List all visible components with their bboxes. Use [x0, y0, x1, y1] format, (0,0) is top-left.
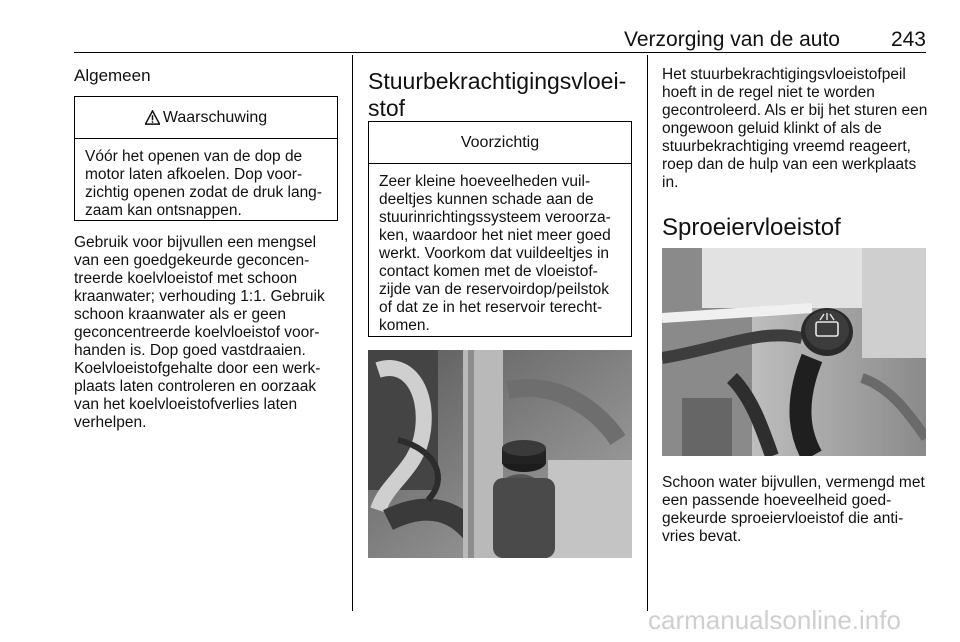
- power-steering-fluid-text: Het stuurbekrachtigingsvloeistofpeil hoeft in de regel niet te worden gecontroleerd. Als er bij het sturen een ongewoon geluid klinkt of als de stuurbekrachtiging vreemd reageert, roep dan de hulp van een werkplaats in.: [662, 66, 928, 191]
- header-rule: [74, 52, 926, 53]
- warning-body: Vóór het openen van de dop de motor laten afkoelen. Dop voorzichtig openen zodat de druk langzaam kan ontsnappen.: [85, 148, 322, 219]
- caution-box: [368, 121, 632, 337]
- section-heading-power-steering: [368, 68, 638, 122]
- warning-triangle-icon: [145, 110, 160, 125]
- section-heading-power-steering-line1: Stuurbekrachtigingsvloei-: [368, 68, 627, 94]
- caution-body: Zeer kleine hoeveelheden vuildeeltjes kunnen schade aan de stuurinrichtingssysteem veroorzaken, waardoor het niet meer goed werkt. Voorkom dat vuildeeltjes in contact komen met de vloeistofzijde van de reservoirdop/peilstok of dat ze in het reservoir terechtkomen.: [379, 173, 611, 334]
- coolant-instructions: Gebruik voor bijvullen een mengsel van een goedgekeurde geconcentreerde koelvloeistof met schoon kraanwater; verhouding 1:1. Gebruik schoon kraanwater als er geen geconcentreerde koelvloeistof voorhanden is. Dop goed vastdraaien. Koelvloeistofgehalte door een werkplaats laten controleren en oorzaak van het koelvloeistofverlies laten verhelpen.: [74, 234, 325, 431]
- warning-box: [74, 96, 338, 221]
- section-heading-washer-fluid: Sproeiervloeistof: [662, 214, 841, 241]
- column-divider-left: [352, 55, 353, 611]
- section-heading-power-steering-line2: stof: [368, 95, 406, 121]
- page-header-title: Verzorging van de auto: [624, 28, 840, 51]
- watermark: carmanualsonline.info: [648, 605, 901, 635]
- caution-box-title: Voorzichtig: [369, 122, 631, 164]
- power-steering-reservoir-photo: [368, 350, 632, 558]
- washer-fluid-reservoir-photo: [662, 248, 926, 456]
- page-number: 243: [890, 28, 926, 51]
- warning-box-title: [75, 97, 337, 139]
- section-heading-algemeen: Algemeen: [74, 66, 151, 85]
- column-divider-right: [647, 55, 648, 611]
- warning-title-text: Waarschuwing: [162, 108, 268, 126]
- washer-fluid-text: Schoon water bijvullen, vermengd met een passende hoeveelheid goedgekeurde sproeiervloeistof die antivries bevat.: [662, 474, 925, 545]
